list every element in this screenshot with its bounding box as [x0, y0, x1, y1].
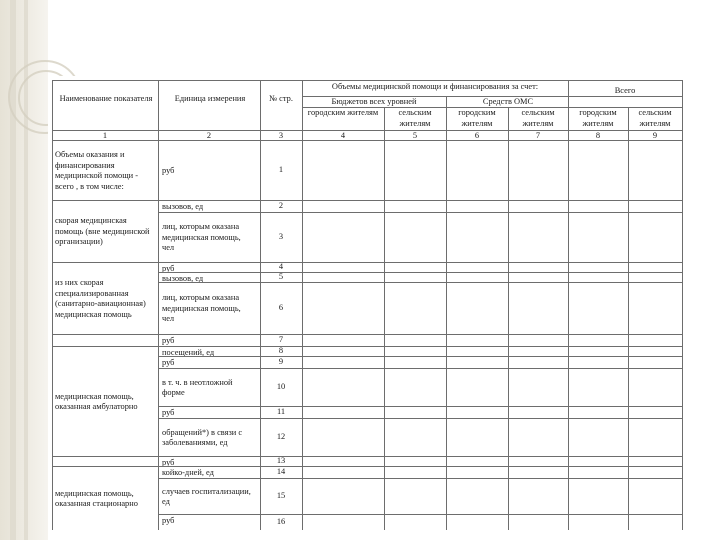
- header-sub-border: [302, 96, 682, 97]
- column-number: 1: [102, 131, 108, 140]
- row-border: [158, 272, 682, 273]
- header-sub-border: [302, 107, 682, 108]
- column-number: 2: [206, 131, 212, 140]
- row-border: [52, 200, 682, 201]
- header-border: [52, 130, 682, 131]
- column-number: 7: [535, 131, 541, 140]
- column-border: [446, 96, 447, 530]
- unit-cell: в т. ч. в неотложной форме: [162, 377, 233, 397]
- row-border: [52, 262, 682, 263]
- column-number: 5: [412, 131, 418, 140]
- header-urban-cell: городским жителям: [458, 108, 496, 128]
- header-urban-cell: городским жителям: [307, 108, 379, 117]
- header-rownum-cell: № стр.: [269, 94, 293, 103]
- row-border: [158, 406, 682, 407]
- row-number-cell: 4: [278, 262, 284, 272]
- unit-cell: руб: [162, 264, 175, 273]
- unit-cell: вызовов, ед: [162, 274, 204, 283]
- column-number: 6: [474, 131, 480, 140]
- unit-cell: руб: [162, 458, 175, 467]
- row-number-cell: 8: [278, 346, 284, 356]
- unit-cell: случаев госпитализации, ед: [162, 486, 251, 506]
- header-border: [52, 140, 682, 141]
- unit-cell: обращений*) в связи с заболеваниями, ед: [162, 427, 243, 447]
- header-oms-cell: Средств ОМС: [482, 97, 534, 106]
- unit-cell: вызовов, ед: [162, 202, 204, 211]
- column-border: [52, 80, 53, 530]
- section-specialized-ambulance: из них скорая специализированная (санитарно-авиационная) медицинская помощь: [55, 278, 146, 319]
- column-border: [302, 80, 303, 530]
- section-outpatient: медицинская помощь, оказанная амбулаторно: [55, 391, 138, 411]
- header-border: [52, 80, 682, 81]
- column-border: [384, 107, 385, 530]
- statistical-form-table: [52, 80, 682, 530]
- column-border: [260, 80, 261, 530]
- row-number-cell: 15: [276, 491, 286, 501]
- column-border: [568, 80, 569, 530]
- column-number: 3: [278, 131, 284, 140]
- unit-cell: руб: [162, 165, 175, 175]
- row-border: [158, 282, 682, 283]
- column-border: [628, 107, 629, 530]
- header-urban-cell: городским жителям: [579, 108, 617, 128]
- row-border: [52, 346, 682, 347]
- row-number-cell: 2: [278, 201, 284, 211]
- unit-cell: руб: [162, 358, 175, 367]
- header-rural-cell: сельским жителям: [521, 108, 555, 128]
- header-unit-cell: Единица измерения: [174, 94, 246, 103]
- unit-cell: руб: [162, 336, 175, 345]
- column-border: [158, 80, 159, 530]
- row-border: [158, 478, 682, 479]
- row-number-cell: 13: [276, 456, 286, 466]
- unit-cell: руб: [162, 408, 175, 417]
- header-rural-cell: сельским жителям: [638, 108, 672, 128]
- row-number-cell: 11: [276, 407, 286, 417]
- header-budget-cell: Бюджетов всех уровней: [331, 97, 417, 106]
- row-number-cell: 5: [278, 272, 284, 282]
- row-number-cell: 1: [278, 165, 284, 175]
- column-border: [508, 107, 509, 530]
- row-number-cell: 14: [276, 467, 286, 477]
- unit-cell: лиц, которым оказана медицинская помощь, чел: [162, 293, 241, 324]
- unit-cell: лиц, которым оказана медицинская помощь, чел: [162, 222, 241, 253]
- unit-cell: посещений, ед: [162, 348, 215, 357]
- row-number-cell: 6: [278, 303, 284, 313]
- row-border: [158, 212, 682, 213]
- row-border: [158, 418, 682, 419]
- row-border: [52, 466, 682, 467]
- section-ambulance: скорая медицинская помощь (вне медицинской организации): [55, 216, 150, 247]
- row-border: [158, 356, 682, 357]
- row-border: [52, 334, 682, 335]
- row-border: [158, 514, 682, 515]
- row-number-cell: 10: [276, 382, 286, 392]
- row-number-cell: 7: [278, 335, 284, 345]
- column-number: 9: [652, 131, 658, 140]
- slide-decoration: [0, 0, 48, 540]
- row-border: [52, 456, 682, 457]
- header-total-cell: Всего: [614, 86, 636, 95]
- section-inpatient: медицинская помощь, оказанная стационарно: [55, 488, 138, 508]
- header-rural-cell: сельским жителям: [398, 108, 432, 128]
- column-border: [682, 80, 683, 530]
- section-total: Объемы оказания и финансирования медицинской помощи - всего , в том числе:: [55, 150, 139, 191]
- row-number-cell: 16: [276, 517, 286, 527]
- row-number-cell: 3: [278, 232, 284, 242]
- row-number-cell: 12: [276, 432, 286, 442]
- column-number: 4: [340, 131, 346, 140]
- unit-cell: койко-дней, ед: [162, 468, 214, 477]
- header-name-cell: Наименование показателя: [59, 94, 153, 103]
- unit-cell: руб: [162, 516, 175, 525]
- row-border: [158, 368, 682, 369]
- row-number-cell: 9: [278, 357, 284, 367]
- column-number: 8: [595, 131, 601, 140]
- header-volumes-cell: Объемы медицинской помощи и финансирования за счет:: [331, 82, 539, 91]
